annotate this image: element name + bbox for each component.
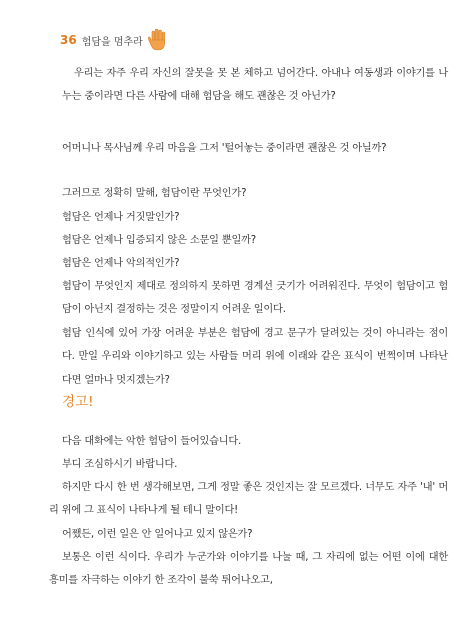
paragraph: 험담은 언제나 악의적인가? [62, 258, 180, 269]
paragraph: 어머니나 목사님께 우리 마음을 그저 '털어놓는 중이라면 괜찮은 것 아닐까? [62, 143, 387, 154]
paragraph: 다음 대화에는 악한 험담이 들어있습니다. [62, 436, 242, 447]
paragraph: 험담은 언제나 입증되지 않은 소문일 뿐일까? [62, 235, 256, 246]
section-heading: 경고! [62, 394, 94, 410]
paragraph: 그러므로 정확히 말해, 험담이란 무엇인가? [62, 188, 247, 199]
paragraph: 험담은 언제나 거짓말인가? [62, 212, 180, 223]
paragraph: 험담 인식에 있어 가장 어려운 부분은 험담에 경고 문구가 달려있는 것이 아니라는 점이다. 만일 우리와 이야기하고 있는 사람들 머리 위에 이래와 같은 표식이 번쩍이며 나타난다면 얼마나 멋지겠는가? [62, 328, 448, 386]
paragraph: 험담이 무엇인지 제대로 정의하지 못하면 경계선 긋기가 어려워진다. 무엇이 험담이고 험담이 아닌지 결정하는 것은 정말이지 어려운 일이다. [62, 281, 448, 316]
paragraph: 우리는 자주 우리 자신의 잘못을 못 본 체하고 넘어간다. 아내나 여동생과 이야기를 나누는 중이라면 다른 사람에 대해 험담을 해도 괜찮은 것 아닌가? [62, 68, 448, 103]
running-title: 험담을 멈추라 [81, 36, 143, 48]
page-number: 36 [60, 33, 77, 47]
paragraph: 부디 조심하시기 바랍니다. [62, 459, 178, 470]
paragraph: 어쨌든, 이런 일은 안 일어나고 있지 않은가? [62, 529, 253, 540]
paragraph: 보통은 이런 식이다. 우리가 누군가와 이야기를 나눌 때, 그 자리에 없는 어떤 이에 대한 흥미를 자극하는 이야기 한 조각이 불쑥 튀어나오고, [49, 552, 448, 587]
raised-hand-icon [147, 28, 169, 52]
page-header [60, 28, 169, 52]
paragraph: 하지만 다시 한 번 생각해보면, 그게 정말 좋은 것인지는 잘 모르겠다. 너무도 자주 '내' 머리 위에 그 표식이 나타나게 될 테니 말이다! [49, 482, 448, 517]
